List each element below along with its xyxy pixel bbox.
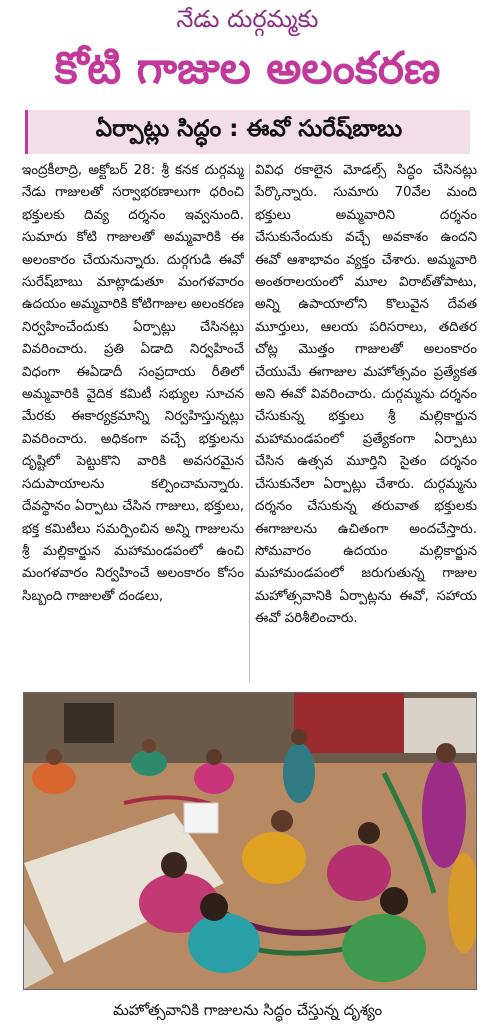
article-column-2: వివిధ రకాలైన మోడల్స్ సిద్ధం చేసినట్లు పేర్కొన్నారు. సుమారు 70వేల మంది భక్తులు అమ్మవారిని దర్శనం చేసుకునేందుకు వచ్చే అవకాశం ఉందని ఈవో ఆశాభావం వ్యక్తం చేశారు. అమ్మవారి అంతరాలయంలో మూల విరాట్‌తోపాటు, అన్ని ఉపాయాలోని కొలువైన దేవత మూర్తులు, ఆలయ పరిసరాలు, తదితర చోట్ల మొత్తం గాజులతో అలంకారం చేయుమే ఈగాజుల మహోత్సవం ప్రత్యేకత అని ఈవో వివరించారు. దుర్గమ్మను దర్శనం చేసుకున్న భక్తులు శ్రీ మల్లికార్జున మహామండపంలో ప్రత్యేకంగా ఏర్పాటు చేసిన ఉత్సవ మూర్తిని సైతం దర్శనం చేసుకునేలా ఏర్పాట్లు చేశారు. దుర్గమ్మను దర్శనం చేసుకున్న తరువాత భక్తులకు ఈగాజులను ఉచితంగా అందచేస్తారు. సోమవారం ఉదయం మల్లికార్జున మహామండపంలో జరుగుతున్న గాజుల మహోత్సవానికి ఏర్పాట్లను ఈవో, సహాయ ఈవో పరిశీలించారు. <box>255 163 477 627</box>
kicker: నేడు దుర్గమ్మకు <box>176 5 319 33</box>
column-divider <box>249 164 250 682</box>
article-body <box>22 160 477 686</box>
article-column-1: ఇంద్రకీలాద్రి, అక్టోబర్ 28: శ్రీ కనక దుర్గమ్మ నేడు గాజులతో సర్వాభరణాలుగా ధరించి భక్తులకు దివ్య దర్శనం ఇవ్వనుంది. సుమారు కోటి గాజులతో అమ్మవారికి ఈ అలంకారం చేయనున్నారు. దుర్గగుడి ఈవో సురేష్‌బాబు మాట్లాడుతూ మంగళవారం ఉదయం అమ్మవారికి కోటిగాజుల అలంకరణ నిర్వహించేందుకు ఏర్పాట్లు చేసినట్లు వివరించారు. ప్రతి ఏడాది నిర్వహించే విధంగా ఈఏడాదీ సంప్రదాయ రీతిలో అమ్మవారికి వైదిక కమిటీ సభ్యుల సూచన మేరకు ఈకార్యక్రమాన్ని నిర్వహిస్తున్నట్లు వివరించారు. అధికంగా వచ్చే భక్తులను దృష్టిలో పెట్టుకొని వారికి అవసరమైన సదుపాయాలను కల్పించామన్నారు. దేవస్థానం ఏర్పాటు చేసిన గాజులు, భక్తులు, భక్త కమిటీలు సమర్పించిన అన్ని గాజులను శ్రీ మల్లికార్జున మహామండపంలో ఉంచి మంగళవారం నిర్వహించే అలంకారం కోసం సిబ్బంది గాజులతో దండలు, <box>22 163 244 604</box>
subheadline-bar <box>25 110 470 154</box>
news-photo <box>23 692 477 990</box>
subheadline: ఏర్పాట్లు సిద్ధం : ఈవో సురేష్‌బాబు <box>95 116 403 142</box>
photo-caption: మహోత్సవానికి గాజులను సిద్ధం చేస్తున్న దృశ్యం <box>112 1001 383 1019</box>
headline: కోటి గాజుల అలంకరణ <box>54 43 441 94</box>
